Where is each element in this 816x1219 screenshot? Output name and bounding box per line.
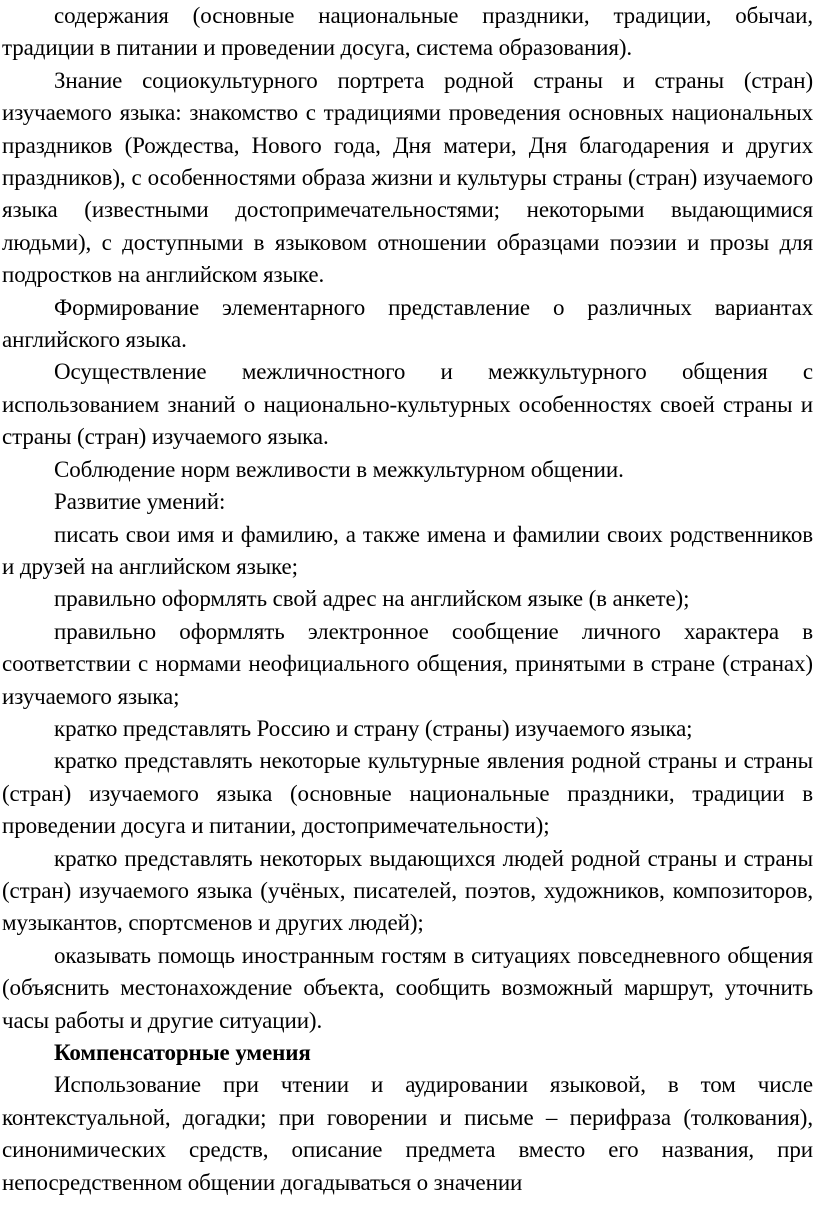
paragraph-compensatory-skills: Использование при чтении и аудировании языковой, в том числе контекстуальной, догадки; при говорении и письме – перифраза (толкования), синонимических средств, описание предмета вместо его названия, при непосредственном общении догадываться о значении	[2, 1072, 813, 1195]
paragraph-intercultural-communication: Осуществление межличностного и межкультурного общения с использованием знаний о национально-культурных особенностях своей страны и страны (стран) изучаемого языка.	[2, 359, 813, 450]
paragraph-skill-present-russia: кратко представлять Россию и страну (страны) изучаемого языка;	[54, 715, 693, 741]
paragraph-english-variants: Формирование элементарного представление о различных вариантах английского языка.	[2, 294, 813, 353]
paragraph-skill-address: правильно оформлять свой адрес на английском языке (в анкете);	[54, 586, 690, 612]
paragraph-content-topics: содержания (основные национальные праздники, традиции, обычаи, традиции в питании и проведении досуга, система образования).	[2, 3, 813, 61]
paragraph-skill-email: правильно оформлять электронное сообщение личного характера в соответствии с нормами неофициального общения, принятыми в стране (странах) изучаемого языка;	[2, 618, 813, 709]
paragraph-skill-cultural-phenomena: кратко представлять некоторые культурные явления родной страны и страны (стран) изучаемого языка (основные национальные праздники, традиции в проведении досуга и питании, достопримечательности);	[2, 748, 813, 839]
paragraph-skill-famous-people: кратко представлять некоторых выдающихся людей родной страны и страны (стран) изучаемого языка (учёных, писателей, поэтов, художников, композиторов, музыкантов, спортсменов и других людей);	[2, 845, 813, 936]
paragraph-sociocultural-portrait: Знание социокультурного портрета родной страны и страны (стран) изучаемого языка: знакомство с традициями проведения основных национальных праздников (Рождества, Нового года, Дня матери, Дня благодарения и других праздников), с особенностями образа жизни и культуры страны (стран) изучаемого языка (известными достопримечательностями; некоторыми выдающимися людьми), с доступными в языковом отношении образцами поэзии и прозы для подростков на английском языке.	[2, 67, 813, 288]
paragraph-skill-write-names: писать свои имя и фамилию, а также имена и фамилии своих родственников и друзей на английском языке;	[2, 521, 813, 579]
paragraph-politeness-norms: Соблюдение норм вежливости в межкультурном общении.	[54, 456, 624, 482]
paragraph-skills-intro: Развитие умений:	[54, 489, 226, 515]
section-heading-compensatory: Компенсаторные умения	[54, 1040, 311, 1065]
paragraph-skill-help-guests: оказывать помощь иностранным гостям в ситуациях повседневного общения (объяснить местонахождение объекта, сообщить возможный маршрут, уточнить часы работы и другие ситуации).	[2, 942, 813, 1033]
